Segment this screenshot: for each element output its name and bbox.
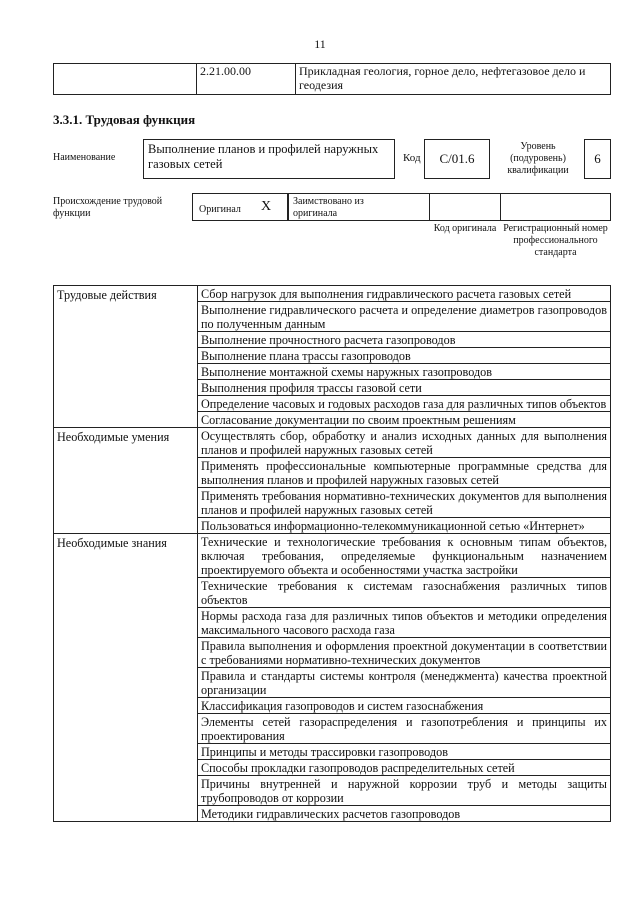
item-cell: Принципы и методы трассировки газопроводов [198, 744, 611, 760]
category-cell: Трудовые действия [54, 286, 198, 428]
borrowed-cell [288, 193, 430, 221]
category-cell: Необходимые знания [54, 534, 198, 822]
item-cell: Определение часовых и годовых расходов газа для различных типов объектов [198, 396, 611, 412]
item-cell: Способы прокладки газопроводов распределительных сетей [198, 760, 611, 776]
table-row [54, 286, 611, 302]
item-cell: Правила выполнения и оформления проектной документации в соответствии с требованиями нормативно-технических документов [198, 638, 611, 668]
area-name: Прикладная геология, горное дело, нефтегазовое дело и геодезия [296, 64, 611, 95]
section-title: 3.3.1. Трудовая функция [53, 112, 196, 127]
item-cell: Технические требования к системам газоснабжения различных типов объектов [198, 578, 611, 608]
item-cell: Правила и стандарты системы контроля (менеджмента) качества проектной организации [198, 668, 611, 698]
reg-number-label: Регистрационный номер профессионального стандарта [503, 223, 608, 258]
item-cell: Нормы расхода газа для различных типов объектов и методики определения максимального часового расхода газа [198, 608, 611, 638]
name-label: Наименование [53, 152, 116, 163]
function-details-table [53, 285, 611, 822]
function-code: C/01.6 [424, 139, 490, 179]
item-cell: Пользоваться информационно-телекоммуникационной сетью «Интернет» [198, 518, 611, 534]
item-cell: Методики гидравлических расчетов газопроводов [198, 806, 611, 822]
code-original-label: Код оригинала [433, 223, 497, 234]
item-cell: Выполнение прочностного расчета газопроводов [198, 332, 611, 348]
original-mark: X [261, 199, 272, 214]
page-number: 11 [314, 37, 326, 51]
reg-number-cell [500, 193, 611, 221]
item-cell: Классификация газопроводов и систем газоснабжения [198, 698, 611, 714]
empty-cell [54, 64, 197, 95]
item-cell: Согласование документации по своим проектным решениям [198, 412, 611, 428]
area-code: 2.21.00.00 [197, 64, 296, 95]
item-cell: Причины внутренней и наружной коррозии труб и методы защиты трубопроводов от коррозии [198, 776, 611, 806]
table-row [54, 428, 611, 458]
level-label: Уровень (подуровень) квалификации [507, 141, 569, 176]
item-cell: Сбор нагрузок для выполнения гидравлического расчета газовых сетей [198, 286, 611, 302]
item-cell: Выполнения профиля трассы газовой сети [198, 380, 611, 396]
item-cell: Применять профессиональные компьютерные программные средства для выполнения планов и профилей наружных газовых сетей [198, 458, 611, 488]
original-cell [192, 193, 288, 221]
function-name: Выполнение планов и профилей наружных газовых сетей [143, 139, 395, 179]
education-area-table [53, 63, 611, 95]
item-cell: Элементы сетей газораспределения и газопотребления и принципы их проектирования [198, 714, 611, 744]
level-value: 6 [584, 139, 611, 179]
item-cell: Применять требования нормативно-технических документов для выполнения планов и профилей наружных газовых сетей [198, 488, 611, 518]
item-cell: Выполнение гидравлического расчета и определение диаметров газопроводов по полученным данным [198, 302, 611, 332]
code-original-cell [429, 193, 501, 221]
code-label: Код [403, 152, 421, 164]
item-cell: Технические и технологические требования к основным типам объектов, включая требования, определяемые функциональным назначением проектируемого объекта и особенностями участка застройки [198, 534, 611, 578]
origin-label: Происхождение трудовой функции [53, 196, 163, 219]
original-label: Оригинал [199, 204, 241, 215]
item-cell: Выполнение плана трассы газопроводов [198, 348, 611, 364]
item-cell: Выполнение монтажной схемы наружных газопроводов [198, 364, 611, 380]
item-cell: Осуществлять сбор, обработку и анализ исходных данных для выполнения планов и профилей наружных газовых сетей [198, 428, 611, 458]
category-cell: Необходимые умения [54, 428, 198, 534]
table-row [54, 534, 611, 578]
borrowed-label: Заимствовано из оригинала [293, 196, 364, 219]
